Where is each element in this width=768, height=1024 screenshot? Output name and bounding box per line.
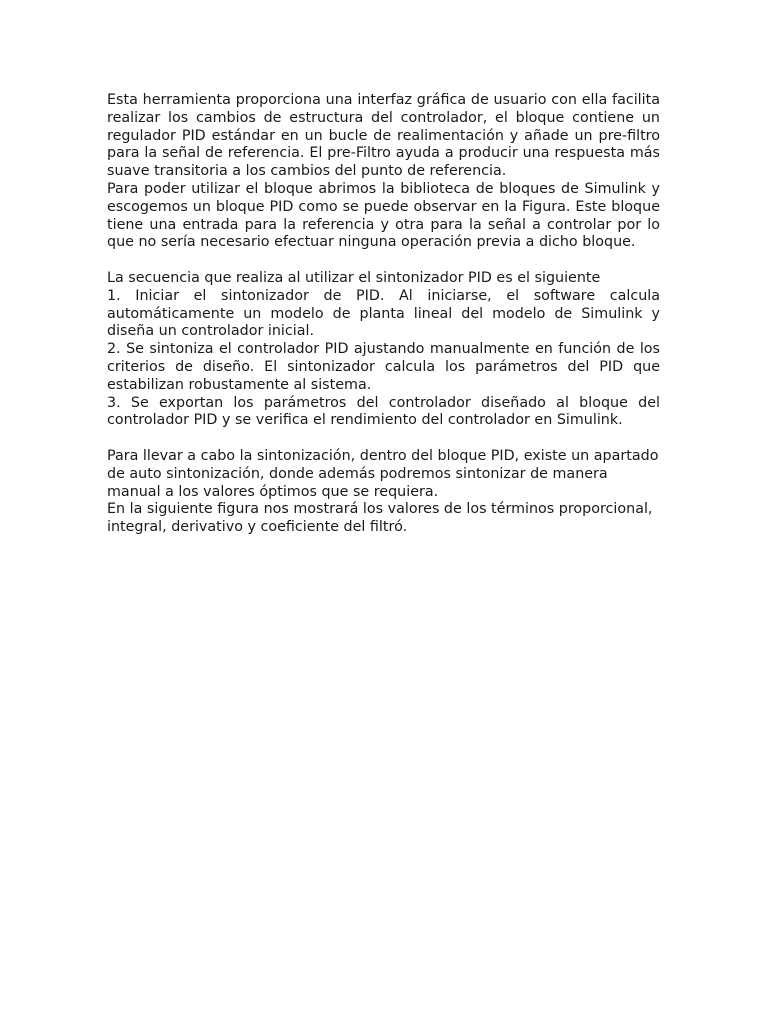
paragraph-auto-tuning: Para llevar a cabo la sintonización, dentro del bloque PID, existe un apartado de auto sintonización, donde además podremos sintonizar de manera manual a los valores óptimos que se requiera.: [107, 447, 659, 500]
paragraph-intro: Esta herramienta proporciona una interfaz gráfica de usuario con ella facilita realizar los cambios de estructura del controlador, el bloque contiene un regulador PID estándar en un bucle de realimentación y añade un pre-filtro para la señal de referencia. El pre-Filtro ayuda a producir una respuesta más suave transitoria a los cambios del punto de referencia.: [107, 92, 660, 180]
list-item-step-2: 2. Se sintoniza el controlador PID ajustando manualmente en función de los criterios de diseño. El sintonizador calcula los parámetros del PID que estabilizan robustamente al sistema.: [107, 341, 660, 393]
list-item-step-3: 3. Se exportan los parámetros del controlador diseñado al bloque del controlador PID y se verifica el rendimiento del controlador en Simulink.: [107, 394, 660, 429]
paragraph-spacer: [107, 252, 660, 270]
paragraph-figure-reference: En la siguiente figura nos mostrará los valores de los términos proporcional, integral, derivativo y coeficiente del filtró.: [107, 501, 653, 536]
document-body: [107, 92, 660, 537]
list-item-step-1: 1. Iniciar el sintonizador de PID. Al iniciarse, el software calcula automáticamente un modelo de planta lineal del modelo de Simulink y diseña un controlador inicial.: [107, 287, 660, 340]
paragraph-sequence-heading: La secuencia que realiza al utilizar el sintonizador PID es el siguiente: [107, 269, 601, 286]
paragraph-spacer: [107, 430, 660, 448]
paragraph-block-usage: Para poder utilizar el bloque abrimos la biblioteca de bloques de Simulink y escogemos un bloque PID como se puede observar en la Figura. Este bloque tiene una entrada para la referencia y otra para la señal a controlar por lo que no sería necesario efectuar ninguna operación previa a dicho bloque.: [107, 180, 660, 251]
